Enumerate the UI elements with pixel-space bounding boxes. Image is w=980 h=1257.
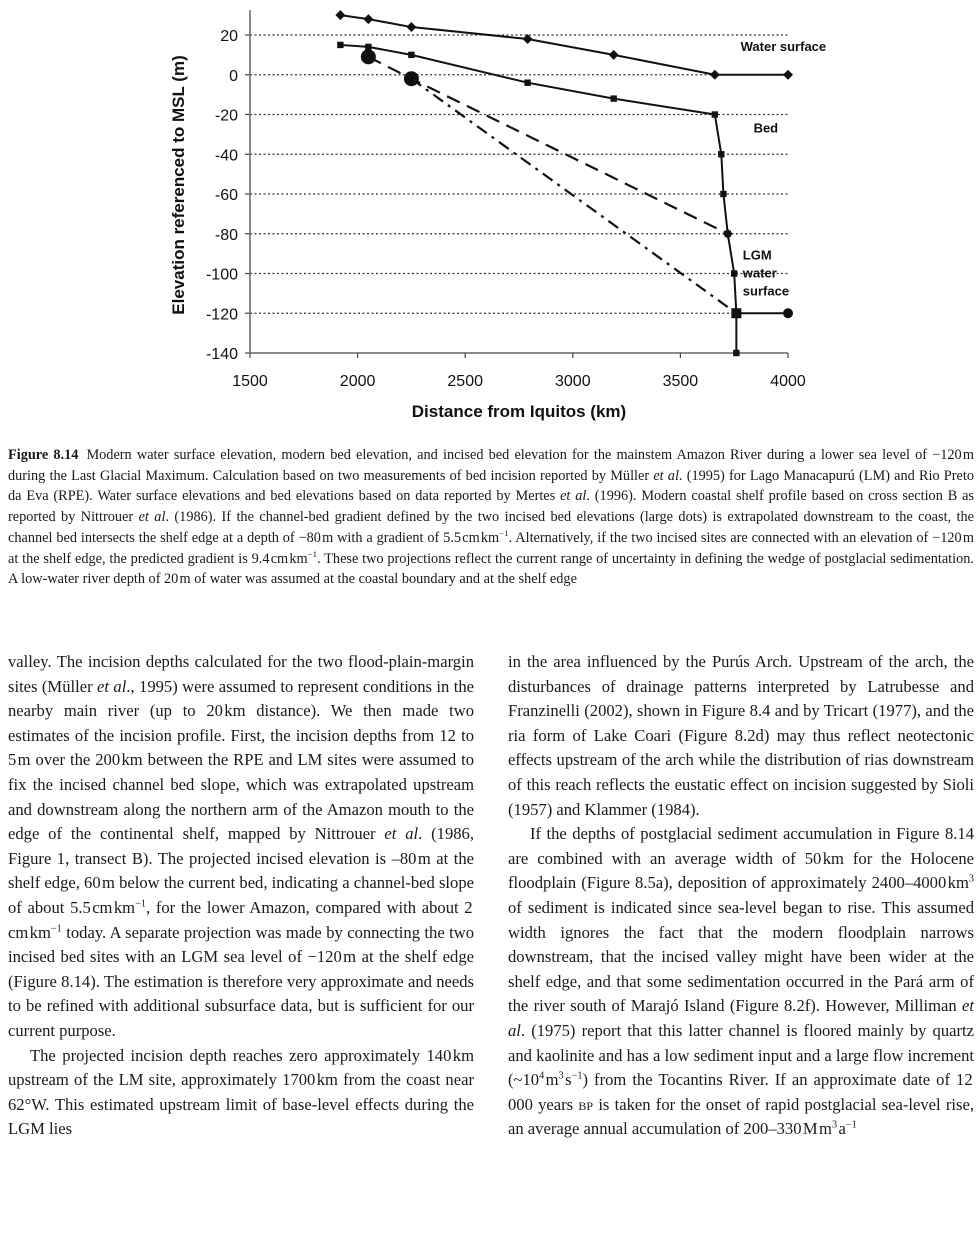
y-tick-label: -100 xyxy=(205,266,238,284)
elevation-profile-chart xyxy=(0,0,980,430)
y-tick-label: -20 xyxy=(214,107,238,125)
x-axis-label: Distance from Iquitos (km) xyxy=(411,402,627,421)
series-line xyxy=(340,45,736,353)
square-marker xyxy=(524,80,530,86)
y-tick-label: -140 xyxy=(205,346,238,363)
diamond-marker xyxy=(783,70,793,80)
figure-label: Figure 8.14 xyxy=(8,447,79,463)
caption-text: Modern water surface elevation, modern bed elevation, and incised bed elevation for the mainstem Amazon River during a lower sea level of −120 m during the Last Glacial Maximum. Calculation based on two measurements of bed incision reported by Müller et al. (1995) for Lago Manacapurú (LM) and Rio Preto da Eva (RPE). Water surface elevations and bed elevations based on data reported by Mertes et al. (1996). Modern coastal shelf profile based on cross section B as reported by Nittrouer et al. (1986). If the channel-bed gradient defined by the two incised bed elevations (large dots) is extrapolated downstream to the coast, the channel bed intersects the shelf edge at a depth of −80 m with a gradient of 5.5 cm $km^{-1}$. Alternatively, if the two incised sites are connected with an elevation of −120 m at the shelf edge, the predicted gradient is 9.4 cm $km^{-1}$. These two projections reflect the current range of uncertainty in defining the wedge of postglacial sedimentation. A low-water river depth of 20 m of water was assumed at the coastal boundary and at the shelf edge xyxy=(8,447,975,588)
x-tick-label: 2000 xyxy=(339,373,376,390)
body-text xyxy=(8,650,974,1142)
series-line xyxy=(340,15,788,75)
diamond-marker xyxy=(363,14,373,24)
inline-labels xyxy=(741,39,827,298)
right-column xyxy=(508,650,974,1142)
series-label: Water surface xyxy=(740,38,827,54)
y-tick-label: -80 xyxy=(214,226,238,244)
series-line xyxy=(368,57,727,234)
paragraph: If the depths of postglacial sediment accumulation in Figure 8.14 are combined with an average width of 50 km for the Holocene floodplain (Figure 8.5a), deposition of approximately 2400–4000 $km^3$ of sediment is indicated since sea-level began to rise. This assumed width ignores the fact that the modern floodplain narrows downstream, that the incised valley might have been wider at the shelf edge, and that some sedimentation occurred in the Pará arm of the river south of Marajó Island (Figure 8.2f). However, Milliman et al. (1975) report that this latter channel is floored mainly by quartz and kaolinite and has a low sediment input and a large flow increment ($\sim 10^4$ $m^3$ $s^{-1}$) from the Tocantins River. If an approximate date of 12 000 years bp is taken for the onset of rapid postglacial sea-level rise, an average annual accumulation of 200–330 M $m^3$ $a^{-1}$ xyxy=(508,824,974,1139)
y-tick-label: -120 xyxy=(205,306,238,324)
figure-caption xyxy=(8,445,974,590)
circle-marker xyxy=(783,308,793,318)
y-tick-label: -40 xyxy=(214,147,238,165)
x-tick-label: 1500 xyxy=(232,373,268,390)
square-marker xyxy=(408,52,414,58)
square-marker xyxy=(731,270,737,276)
square-marker xyxy=(733,350,739,356)
y-axis-label: Elevation referenced to MSL (m) xyxy=(169,55,188,315)
data-series xyxy=(335,10,793,356)
diamond-marker xyxy=(723,229,733,239)
circle-marker xyxy=(731,308,741,318)
series-label: water xyxy=(742,265,777,281)
left-column xyxy=(8,650,474,1142)
x-tick-label: 3500 xyxy=(662,373,699,390)
x-tick-label: 4000 xyxy=(770,373,806,390)
axes xyxy=(206,10,806,390)
y-tick-label: 20 xyxy=(220,28,238,45)
square-marker xyxy=(718,151,724,157)
square-marker xyxy=(712,111,718,117)
x-tick-label: 2500 xyxy=(447,373,483,390)
y-tick-label: 0 xyxy=(229,67,238,85)
series-label: Bed xyxy=(753,120,779,136)
diamond-marker xyxy=(710,70,720,80)
square-marker xyxy=(337,42,343,48)
y-tick-label: -60 xyxy=(214,187,238,204)
diamond-marker xyxy=(335,10,345,20)
x-tick-label: 3000 xyxy=(555,373,591,390)
paragraph: in the area influenced by the Purús Arch. Upstream of the arch, the disturbances of drainage patterns interpreted by Latrubesse and Franzinelli (2002), shown in Figure 8.4 and by Tricart (1977), and the ria form of Lake Coari (Figure 8.2d) may thus reflect neotectonic effects upstream of the arch while the distribution of rias downstream of this reach reflects the eustatic effect on incision suggested by Sioli (1957) and Klammer (1984). xyxy=(508,652,974,819)
square-marker xyxy=(610,95,616,101)
square-marker xyxy=(365,44,371,50)
circle-marker xyxy=(361,49,376,64)
paragraph: valley. The incision depths calculated for the two flood-plain-margin sites (Müller et al., 1995) were assumed to represent conditions in the nearby main river (up to 20 km distance). We then made two estimates of the incision profile. First, the incision depths from 12 to 5 m over the 200 km between the RPE and LM sites were assumed to fix the incised channel bed slope, which was extrapolated upstream and downstream along the northern arm of the Amazon mouth to the edge of the continental shelf, mapped by Nittrouer et al. (1986, Figure 1, transect B). The projected incised elevation is –80 m at the shelf edge, 60 m below the current bed, indicating a channel-bed slope of about 5.5 cm $km^{-1}$, for the lower Amazon, compared with about 2 cm $km^{-1}$ today. A separate projection was made by connecting the two incised bed sites with an LGM sea level of −120 m at the shelf edge (Figure 8.14). The estimation is therefore very approximate and needs to be refined with additional subsurface data, but is sufficient for our current purpose. xyxy=(8,652,474,1040)
gridlines xyxy=(250,35,788,313)
diamond-marker xyxy=(523,34,533,44)
paragraph: The projected incision depth reaches zero approximately 140 km upstream of the LM site, approximately 1700 km from the coast near 62°W. This estimated upstream limit of base-level effects during the LGM lies xyxy=(8,1045,474,1139)
series-label: LGM xyxy=(742,247,772,263)
series-label: surface xyxy=(742,283,790,299)
square-marker xyxy=(720,191,726,197)
diamond-marker xyxy=(406,22,416,32)
diamond-marker xyxy=(609,50,619,60)
